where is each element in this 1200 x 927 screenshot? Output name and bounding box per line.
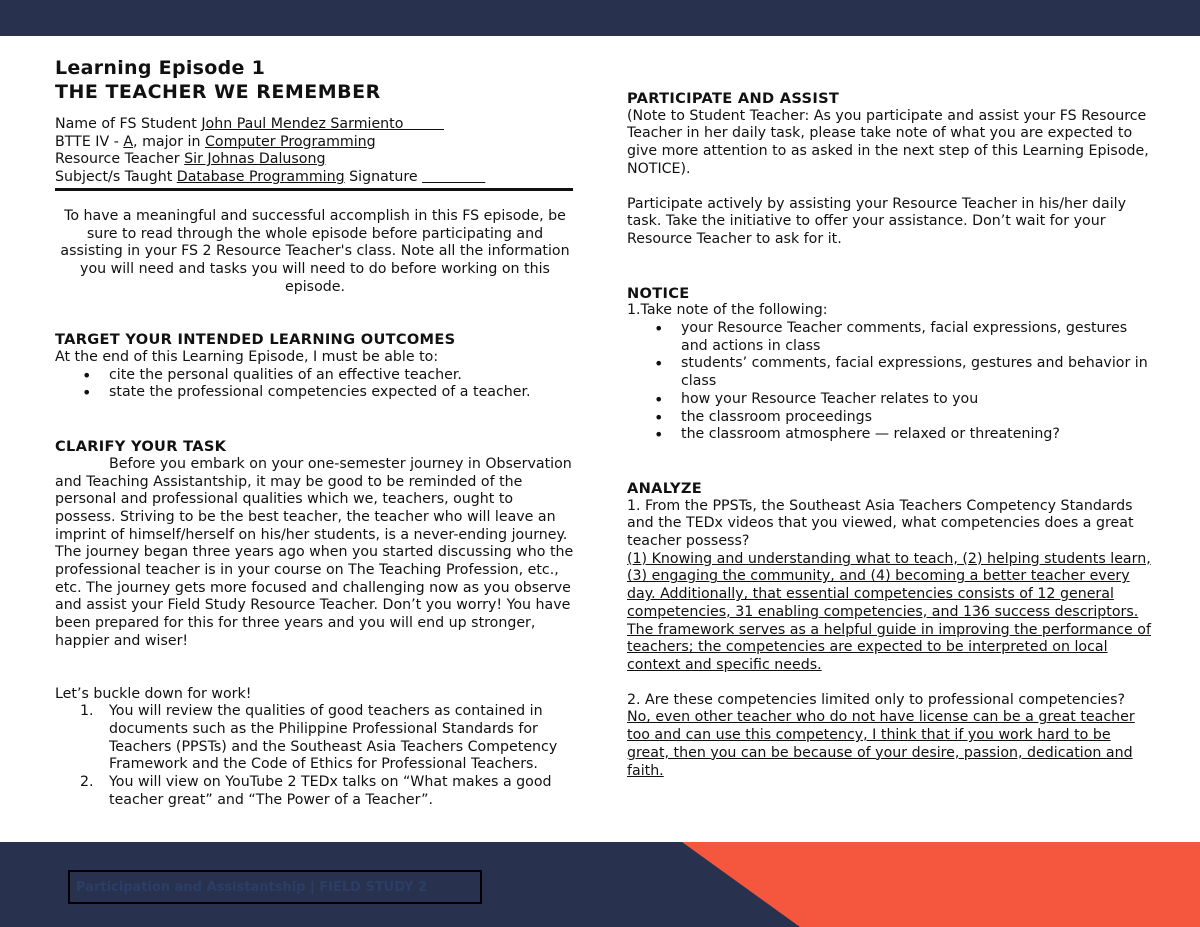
intro-paragraph: To have a meaningful and successful accomplish in this FS episode, be sure to read through the whole episode before participating and assisting in your FS 2 Resource Teacher's class. Note all the information you will need and tasks you will need to do before working on this episode. (60, 207, 570, 295)
list-item: • state the professional competencies expected of a teacher. (109, 384, 575, 402)
target-intro: At the end of this Learning Episode, I must be able to: (55, 349, 439, 366)
target-heading: TARGET YOUR INTENDED LEARNING OUTCOMES (55, 331, 456, 349)
buckle-line: Let’s buckle down for work! (55, 685, 252, 702)
list-item: 2. You will view on YouTube 2 TEDx talks on “What makes a good teacher great” and “The Power of a Teacher”. (80, 774, 552, 808)
task-list (55, 703, 575, 809)
clarify-heading: CLARIFY YOUR TASK (55, 438, 227, 456)
participate-note: (Note to Student Teacher: As you participate and assist your FS Resource Teacher in her daily task, please take note of what you are expected to give more attention to as asked in the next step of this Learning Episode, NOTICE). (627, 107, 1149, 177)
top-banner (0, 0, 1200, 36)
answer-1: (1) Knowing and understanding what to teach, (2) helping students learn, (3) engaging the community, and (4) becoming a better teacher every day. Additionally, that essential competencies consists of 12 general competencies, 31 enabling competencies, and 136 success descriptors. The framework serves as a helpful guide in improving the performance of teachers; the competencies are expected to be interpreted on local context and specific needs. (627, 550, 1151, 673)
resource-teacher-value: Sir Johnas Dalusong (184, 151, 326, 168)
program-line: BTTE IV - A, major in Computer Programming (55, 133, 376, 150)
list-item: • how your Resource Teacher relates to you (681, 391, 1157, 409)
student-name-line: Name of FS Student John Paul Mendez Sarmiento (55, 116, 445, 132)
notice-list (627, 320, 1157, 444)
left-column (55, 56, 575, 810)
footer-label: Participation and Assistantship | FIELD STUDY 2 (68, 870, 482, 904)
answer-2: No, even other teacher who do not have license can be a great teacher too and can use this competency, I think that if you work hard to be great, then you can be because of your desire, passion, dedication and faith. (627, 709, 1135, 779)
analyze-heading: ANALYZE (627, 479, 703, 497)
list-item: 1. You will review the qualities of good teachers as contained in documents such as the Philippine Professional Standards for Teachers (PPSTs) and the Southeast Asia Teachers Competency Framework and the Code of Ethics for Professional Teachers. (80, 703, 558, 773)
subject-line: Subject/s Taught Database Programming Signature (55, 169, 573, 187)
list-item: • your Resource Teacher comments, facial expressions, gestures and actions in class (681, 320, 1157, 355)
list-item: • the classroom proceedings (681, 409, 1157, 427)
student-name-value: John Paul Mendez Sarmiento (201, 116, 445, 132)
notice-intro: 1.Take note of the following: (627, 302, 828, 319)
subject-value: Database Programming (176, 169, 345, 186)
student-info-block (55, 116, 573, 191)
question-1: 1. From the PPSTs, the Southeast Asia Teachers Competency Standards and the TEDx videos that you viewed, what competencies does a great teacher possess? (627, 497, 1134, 550)
episode-title: Learning Episode 1 (55, 57, 266, 79)
list-item: • cite the personal qualities of an effective teacher. (109, 367, 575, 385)
notice-heading: NOTICE (627, 284, 690, 302)
question-2: 2. Are these competencies limited only to professional competencies? (627, 691, 1126, 708)
list-item: • the classroom atmosphere — relaxed or threatening? (681, 426, 1157, 444)
participate-heading: PARTICIPATE AND ASSIST (627, 90, 840, 107)
episode-subtitle: THE TEACHER WE REMEMBER (55, 81, 381, 103)
participate-paragraph: Participate actively by assisting your Resource Teacher in his/her daily task. Take the initiative to offer your assistance. Don’t wait for your Resource Teacher to ask for it. (627, 195, 1127, 247)
program-major: Computer Programming (205, 133, 376, 150)
resource-teacher-line: Resource Teacher Sir Johnas Dalusong (55, 151, 326, 168)
list-item: • students’ comments, facial expressions, gestures and behavior in class (681, 355, 1157, 390)
right-column (627, 90, 1157, 780)
target-list (55, 367, 575, 402)
clarify-paragraph: Before you embark on your one-semester journey in Observation and Teaching Assistantship, it may be good to be reminded of the personal and professional qualities which we, teachers, ought to possess. Striving to be the best teacher, the teacher who will leave an imprint of himself/herself on his/her students, is a never-ending journey. The journey began three years ago when you started discussing who the professional teacher is in your course on The Teaching Profession, etc., etc. The journey gets more focused and challenging now as you observe and assist your Field Study Resource Teacher. Don’t you worry! You have been prepared for this for three years and you will end up stronger, happier and wiser! (55, 455, 574, 649)
signature-blank (422, 169, 485, 185)
